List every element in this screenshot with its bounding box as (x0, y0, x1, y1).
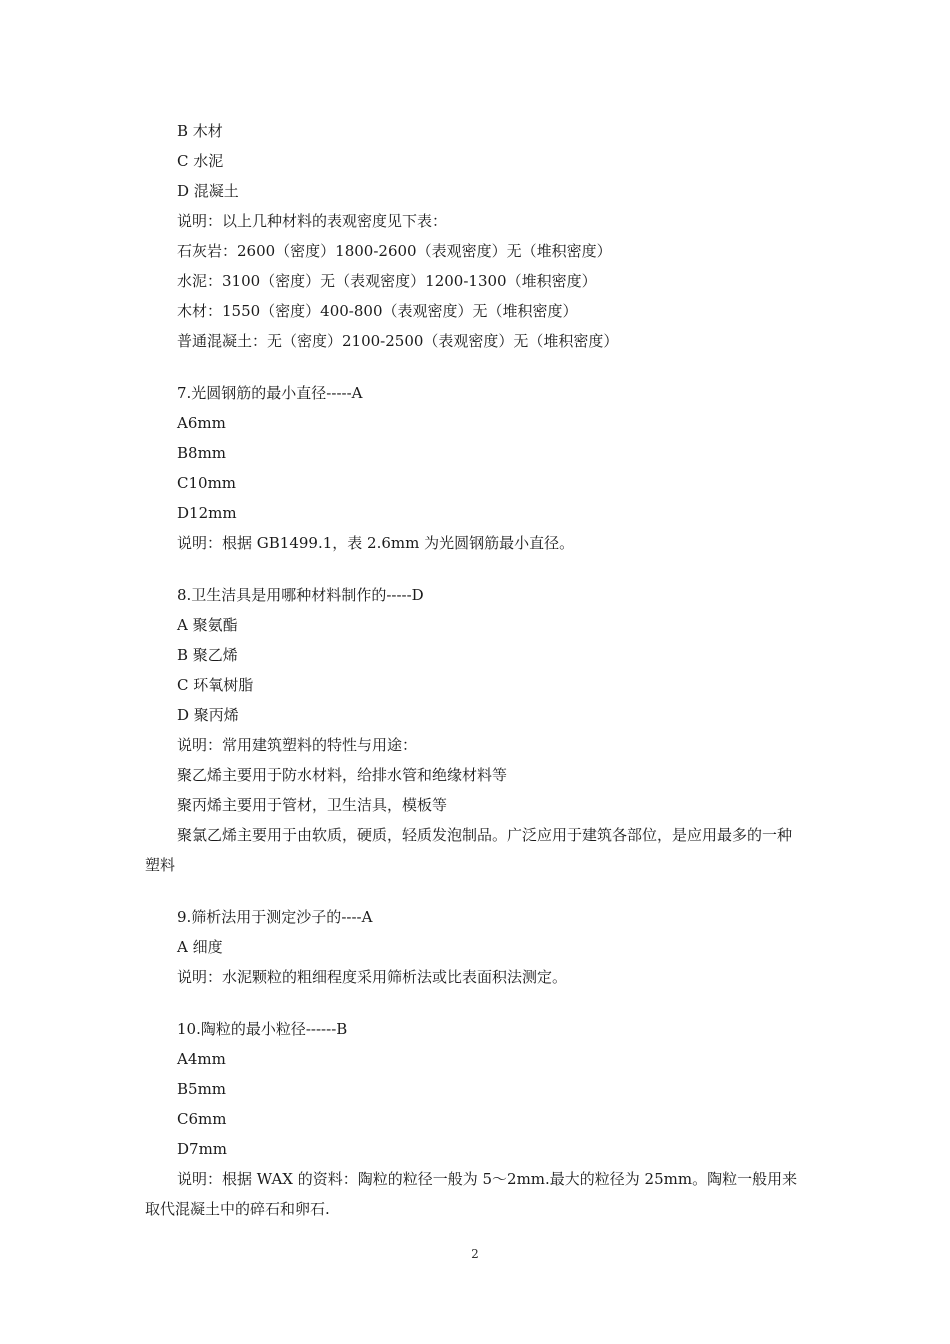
explanation-item: 聚乙烯主要用于防水材料，给排水管和绝缘材料等 (177, 766, 508, 784)
option-a: A4mm (177, 1050, 226, 1068)
option-c: C10mm (177, 474, 237, 492)
option-c: C 环氧树脂 (177, 676, 254, 694)
option-b: B5mm (177, 1080, 227, 1098)
spacer (145, 558, 805, 580)
option-a: A 聚氨酯 (177, 616, 238, 634)
option-a: A6mm (177, 414, 226, 432)
density-row: 水泥：3100（密度）无（表观密度）1200-1300（堆积密度） (177, 272, 597, 290)
option-c: C 水泥 (177, 152, 224, 170)
option-d: D 混凝土 (177, 182, 239, 200)
explanation: 说明：以上几种材料的表观密度见下表： (177, 212, 448, 230)
explanation: 说明：根据 WAX 的资料：陶粒的粒径一般为 5～2mm.最大的粒径为 25mm。陶粒一般用来取代混凝土中的碎石和卵石. (145, 1170, 798, 1218)
explanation-item: 聚氯乙烯主要用于由软质，硬质，轻质发泡制品。广泛应用于建筑各部位，是应用最多的一种塑料 (145, 826, 793, 874)
explanation: 说明：常用建筑塑料的特性与用途： (177, 736, 418, 754)
option-b: B8mm (177, 444, 227, 462)
option-a: A 细度 (177, 938, 223, 956)
explanation: 说明：根据 GB1499.1，表 2.6mm 为光圆钢筋最小直径。 (177, 534, 575, 552)
spacer (145, 356, 805, 378)
option-d: D7mm (177, 1140, 228, 1158)
page-content (145, 116, 805, 1224)
option-c: C6mm (177, 1110, 227, 1128)
explanation-item: 聚丙烯主要用于管材，卫生洁具，模板等 (177, 796, 448, 814)
question-8: 8.卫生洁具是用哪种材料制作的-----D (177, 586, 424, 604)
option-b: B 木材 (177, 122, 223, 140)
question-10: 10.陶粒的最小粒径------B (177, 1020, 348, 1038)
spacer (145, 880, 805, 902)
density-row: 石灰岩：2600（密度）1800-2600（表观密度）无（堆积密度） (177, 242, 612, 260)
question-7: 7.光圆钢筋的最小直径-----A (177, 384, 363, 402)
page-number: 2 (471, 1247, 479, 1261)
spacer (145, 992, 805, 1014)
option-b: B 聚乙烯 (177, 646, 238, 664)
explanation: 说明：水泥颗粒的粗细程度采用筛析法或比表面积法测定。 (177, 968, 568, 986)
option-d: D 聚丙烯 (177, 706, 239, 724)
question-9: 9.筛析法用于测定沙子的----A (177, 908, 373, 926)
density-row: 木材：1550（密度）400-800（表观密度）无（堆积密度） (177, 302, 578, 320)
option-d: D12mm (177, 504, 237, 522)
density-row: 普通混凝土：无（密度）2100-2500（表观密度）无（堆积密度） (177, 332, 619, 350)
